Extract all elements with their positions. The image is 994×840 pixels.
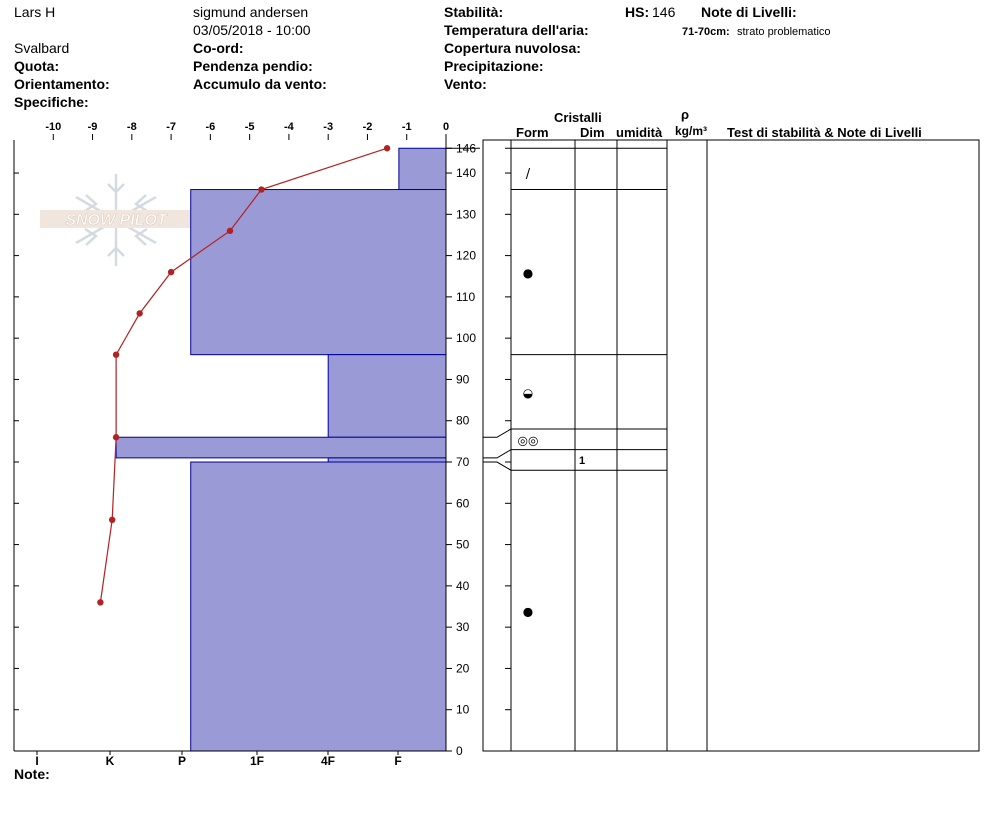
height-tick-label: 60 <box>456 496 470 511</box>
hardness-label: K <box>105 754 115 768</box>
crystal-symbol: ◒ <box>522 385 534 400</box>
boundary-connector <box>483 462 511 470</box>
temperature-tick-label: -6 <box>205 121 216 133</box>
pendenza-label: Pendenza pendio: <box>193 58 313 74</box>
temperature-tick-label: -10 <box>45 121 62 133</box>
crystal-size: 1 <box>578 454 586 467</box>
temperature-point <box>227 228 233 234</box>
hardness-label: I <box>35 754 39 768</box>
hardness-label: P <box>177 754 187 768</box>
temperature-tick-label: -8 <box>126 121 137 133</box>
cristalli-header: Cristalli <box>554 110 602 125</box>
hardness-layer <box>328 458 446 462</box>
hs-value: 146 <box>652 4 676 20</box>
accumulo-label: Accumulo da vento: <box>193 76 327 92</box>
temperature-tick-label: -5 <box>244 121 255 133</box>
height-tick-label: 100 <box>456 331 477 346</box>
height-tick-label: 0 <box>456 744 463 758</box>
layer-table <box>483 140 979 751</box>
height-tick-label: 140 <box>456 166 477 181</box>
crystal-symbol: / <box>525 167 531 183</box>
hardness-layer <box>328 355 446 438</box>
temperature-tick-label: 0 <box>442 121 450 133</box>
snowpilot-logo <box>40 174 192 266</box>
temperatura-label: Temperatura dell'aria: <box>444 22 589 38</box>
temperature-tick-label: -3 <box>323 121 334 133</box>
height-tick-label: 10 <box>456 702 470 717</box>
temperature-tick-label: -7 <box>166 121 176 133</box>
temperature-point <box>113 434 119 440</box>
height-tick-label: 90 <box>456 372 470 387</box>
height-tick-label: 130 <box>456 207 477 222</box>
temperature-tick-label: -4 <box>284 121 294 133</box>
layer-note-text: strato problematico <box>737 26 831 38</box>
hardness-label: 1F <box>249 754 265 768</box>
temperature-point <box>168 269 174 275</box>
height-tick-label: 80 <box>456 413 470 428</box>
test-notes-header: Test di stabilità & Note di Livelli <box>727 125 922 140</box>
temperature-point <box>384 145 390 151</box>
orientamento-label: Orientamento: <box>14 76 110 92</box>
temperature-point <box>258 186 264 192</box>
temperature-point <box>109 517 115 523</box>
stabilita-label: Stabilità: <box>444 4 504 20</box>
height-tick-label: 40 <box>456 578 470 593</box>
hardness-layer <box>191 190 446 355</box>
layer-note-depth: 71-70cm: <box>682 26 730 38</box>
height-tick-label: 70 <box>456 455 470 470</box>
hardness-layer <box>399 148 446 189</box>
form-header: Form <box>516 125 549 140</box>
umidita-header: umidità <box>616 125 663 140</box>
temperature-point <box>136 310 142 316</box>
note-label: Note: <box>14 766 50 782</box>
temperature-point <box>97 599 103 605</box>
temperature-point <box>113 351 119 357</box>
height-tick-label: 50 <box>456 537 470 552</box>
crystal-symbol: ● <box>522 604 534 619</box>
temperature-tick-label: -9 <box>87 121 98 133</box>
height-tick-label: 20 <box>456 661 470 676</box>
crystal-symbol: ● <box>522 266 534 281</box>
specifiche-label: Specifiche: <box>14 94 89 110</box>
hardness-layer <box>191 462 446 751</box>
hardness-label: F <box>394 754 402 768</box>
boundary-connector <box>483 450 511 458</box>
location: Svalbard <box>14 40 70 56</box>
density-unit-header: kg/m³ <box>675 124 708 138</box>
quota-label: Quota: <box>14 58 60 74</box>
height-tick-label: 110 <box>456 289 476 304</box>
temperature-tick-label: -1 <box>401 121 412 133</box>
vento-label: Vento: <box>444 76 487 92</box>
precipitazione-label: Precipitazione: <box>444 58 544 74</box>
height-tick-label: 30 <box>456 620 470 635</box>
crystal-symbol: ◎◎ <box>517 433 539 448</box>
coord-label: Co-ord: <box>193 40 244 56</box>
temperature-tick-label: -2 <box>362 121 373 133</box>
rho-header: ρ <box>681 107 690 122</box>
copertura-label: Copertura nuvolosa: <box>444 40 581 56</box>
dim-header: Dim <box>580 125 605 140</box>
height-tick-label: 120 <box>456 248 477 263</box>
hardness-layer <box>116 437 446 458</box>
note-livelli-label: Note di Livelli: <box>701 4 797 20</box>
hardness-label: 4F <box>320 754 336 768</box>
boundary-connector <box>483 429 511 437</box>
logo-text: SNOW PILOT <box>65 212 167 229</box>
height-tick-label: 146 <box>456 141 477 156</box>
hs-label: HS: <box>625 4 650 20</box>
author-name: sigmund andersen <box>193 4 309 20</box>
observation-datetime: 03/05/2018 - 10:00 <box>193 22 311 38</box>
observer-name: Lars H <box>14 4 56 20</box>
